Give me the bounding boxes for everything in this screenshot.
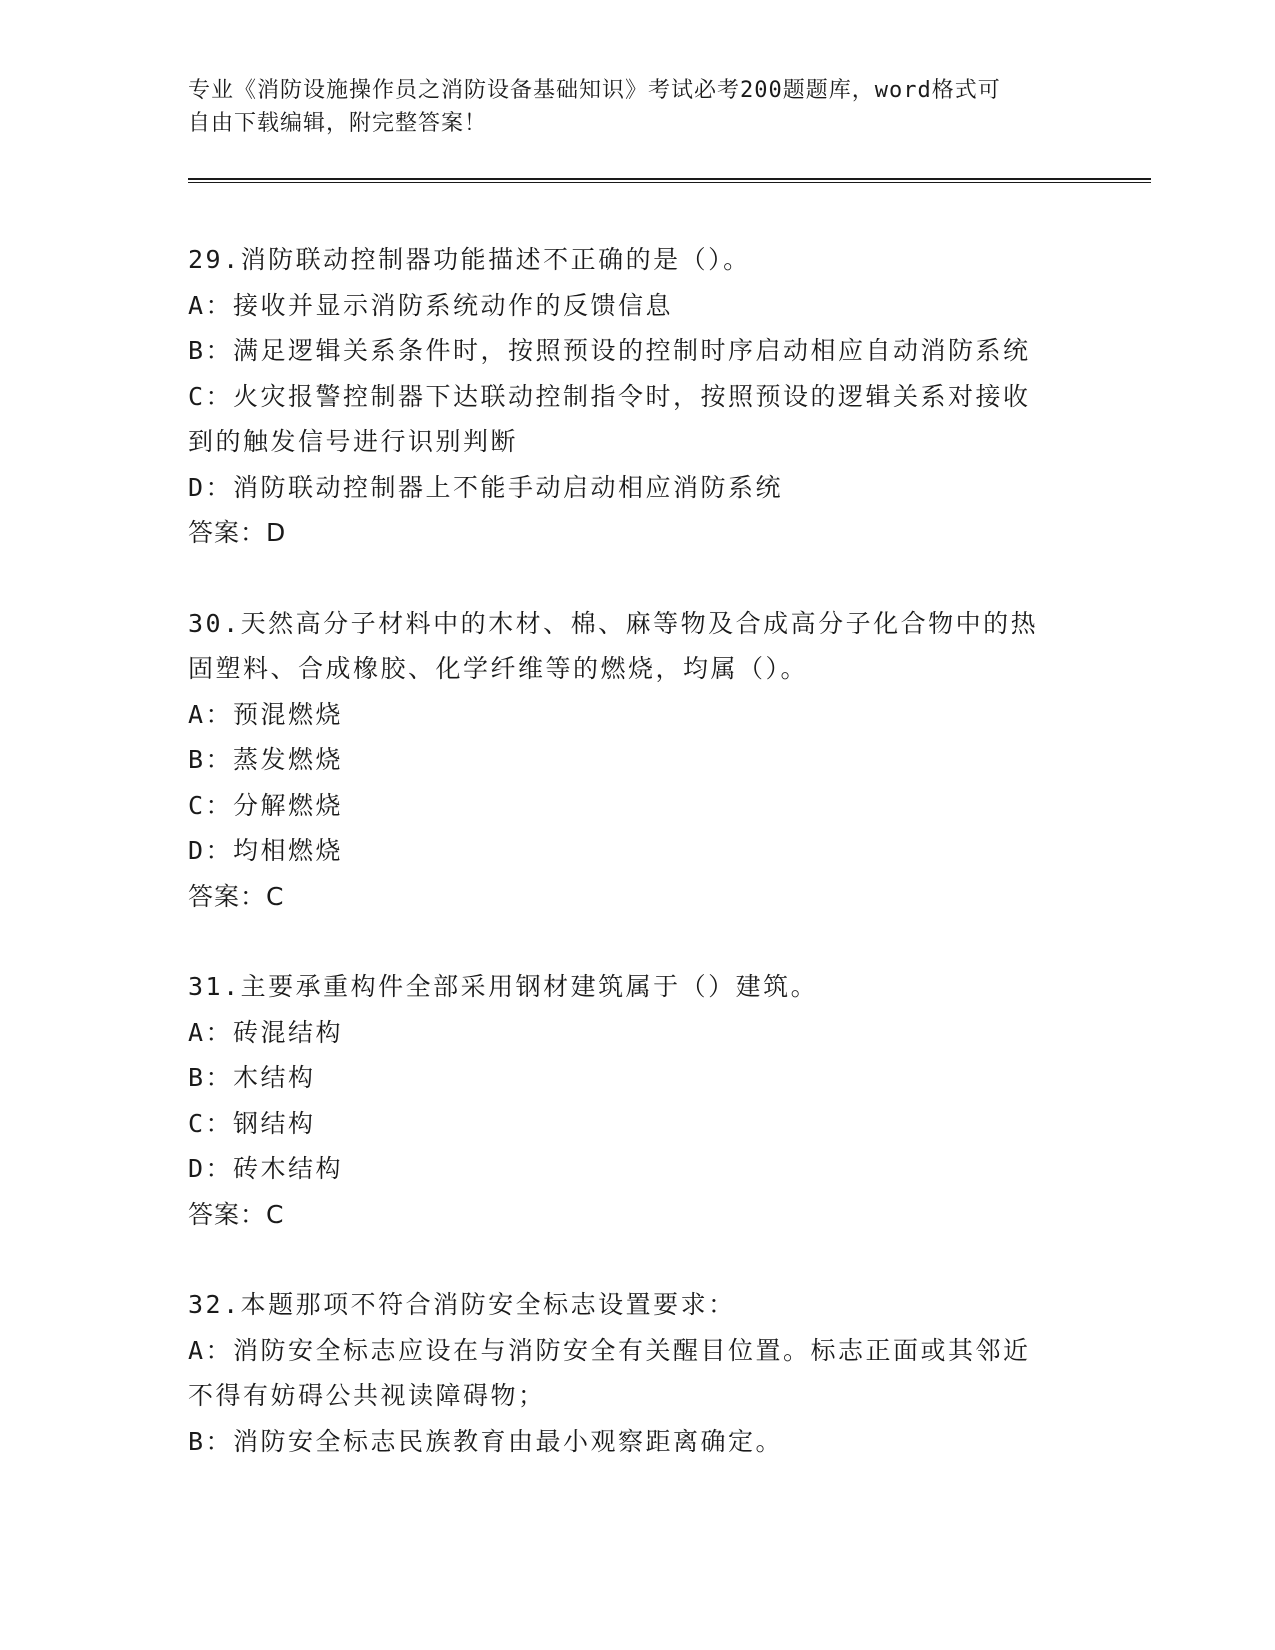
header-divider-thin bbox=[188, 182, 1151, 183]
answer-option: C：钢结构 bbox=[188, 1108, 316, 1138]
header-divider-thick bbox=[188, 178, 1151, 180]
answer-option: B：木结构 bbox=[188, 1063, 316, 1092]
question-block bbox=[188, 601, 1088, 920]
question-stem: 31.主要承重构件全部采用钢材建筑属于（）建筑。 bbox=[188, 972, 819, 1001]
answer-key: 答案：C bbox=[188, 1199, 285, 1229]
answer-option: A：砖混结构 bbox=[188, 1017, 344, 1047]
answer-option: A：预混燃烧 bbox=[188, 699, 344, 729]
answer-option: B：消防安全标志民族教育由最小观察距离确定。 bbox=[188, 1426, 784, 1456]
answer-option: C：火灾报警控制器下达联动控制指令时，按照预设的逻辑关系对接收 bbox=[188, 381, 1031, 411]
answer-key: 答案：C bbox=[188, 881, 285, 911]
answer-option: B：满足逻辑关系条件时，按照预设的控制时序启动相应自动消防系统 bbox=[188, 336, 1031, 365]
document-header bbox=[188, 74, 1088, 140]
answer-key: 答案：D bbox=[188, 518, 287, 547]
answer-option: D：砖木结构 bbox=[188, 1154, 344, 1183]
answer-option: D：均相燃烧 bbox=[188, 836, 344, 865]
question-stem: 29.消防联动控制器功能描述不正确的是（）。 bbox=[188, 245, 751, 274]
question-block bbox=[188, 964, 1088, 1237]
answer-option: A：接收并显示消防系统动作的反馈信息 bbox=[188, 290, 674, 320]
question-list bbox=[188, 237, 1088, 1509]
answer-option: A：消防安全标志应设在与消防安全有关醒目位置。标志正面或其邻近 bbox=[188, 1335, 1031, 1365]
answer-option: C：分解燃烧 bbox=[188, 790, 344, 820]
answer-option: D：消防联动控制器上不能手动启动相应消防系统 bbox=[188, 472, 784, 502]
question-stem: 固塑料、合成橡胶、化学纤维等的燃烧，均属（）。 bbox=[188, 654, 809, 683]
question-stem: 30.天然高分子材料中的木材、棉、麻等物及合成高分子化合物中的热 bbox=[188, 608, 1039, 638]
question-block bbox=[188, 1282, 1088, 1464]
question-block bbox=[188, 237, 1088, 556]
answer-option: B：蒸发燃烧 bbox=[188, 745, 344, 774]
answer-option: 不得有妨碍公共视读障碍物； bbox=[188, 1381, 546, 1410]
answer-option: 到的触发信号进行识别判断 bbox=[188, 427, 519, 456]
header-line-1: 专业《消防设施操作员之消防设备基础知识》考试必考200题题库，word格式可 bbox=[188, 78, 1001, 103]
header-line-2: 自由下载编辑，附完整答案！ bbox=[188, 111, 488, 136]
question-stem: 32.本题那项不符合消防安全标志设置要求： bbox=[188, 1290, 736, 1319]
